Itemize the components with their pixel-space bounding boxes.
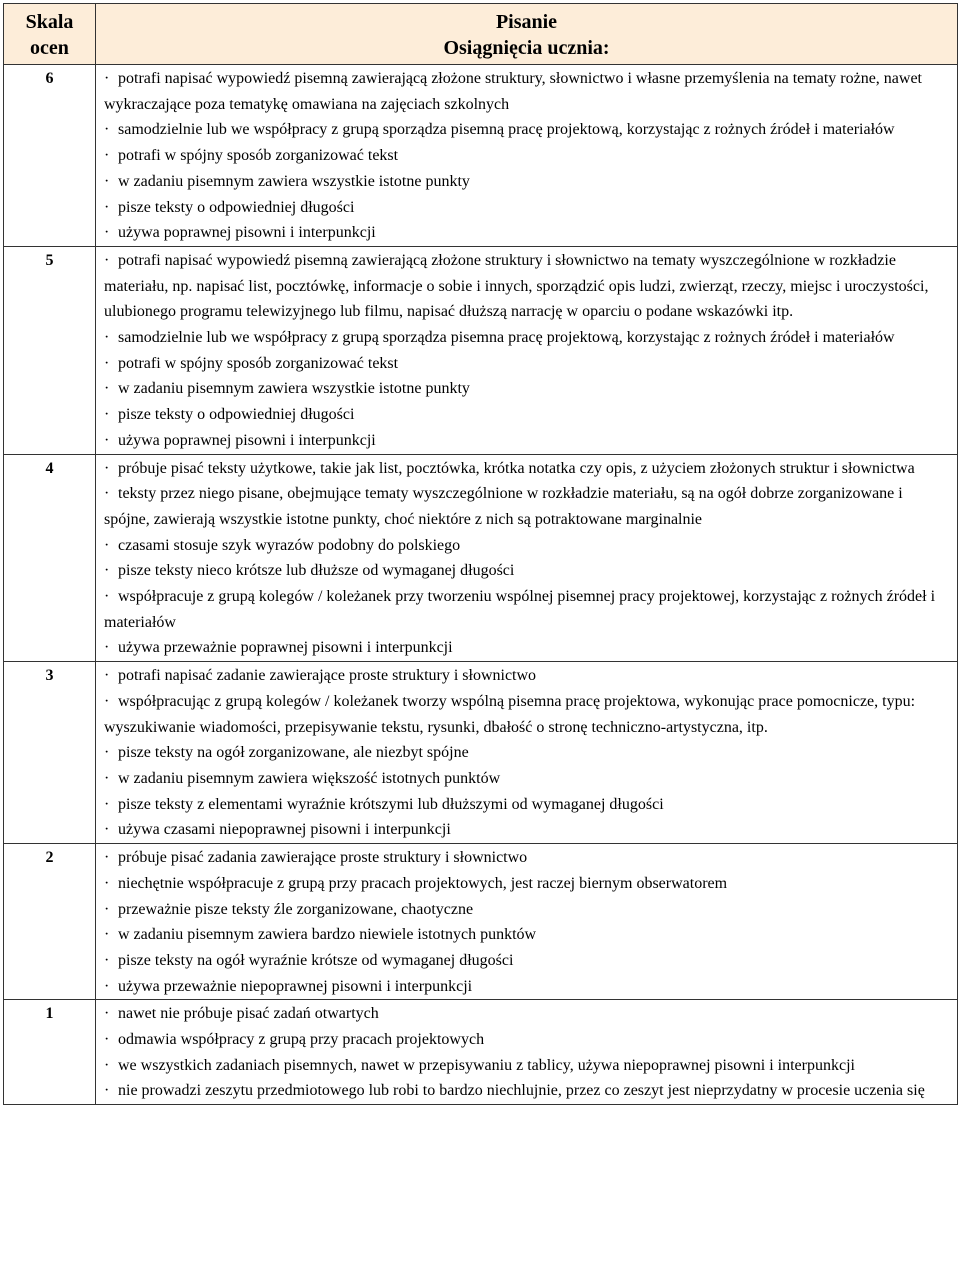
scale-header-line1: Skala <box>25 11 74 33</box>
bullet-icon: · <box>104 926 110 944</box>
achievement-text: samodzielnie lub we współpracy z grupą sporządza pisemna pracę projektową, korzystając z rożnych źródeł i materiałów <box>118 329 895 347</box>
achievement-item <box>104 195 949 221</box>
achievement-item <box>104 325 949 351</box>
achievement-item <box>104 533 949 559</box>
scale-header <box>4 4 96 65</box>
achievement-item <box>104 766 949 792</box>
grade-row-6 <box>4 65 958 247</box>
bullet-icon: · <box>104 354 110 372</box>
grade-description <box>96 454 958 662</box>
bullet-icon: · <box>104 485 110 503</box>
grade-row-4 <box>4 454 958 662</box>
achievement-item <box>104 1053 949 1079</box>
achievement-item <box>104 871 949 897</box>
achievement-item <box>104 845 949 871</box>
bullet-icon: · <box>104 172 110 190</box>
achievement-text: odmawia współpracy z grupą przy pracach projektowych <box>118 1031 485 1049</box>
achievement-item <box>104 1027 949 1053</box>
grade-row-3 <box>4 662 958 844</box>
bullet-icon: · <box>104 951 110 969</box>
achievement-text: teksty przez niego pisane, obejmujące tematy wyszczególnione w rozkładzie materiału, są na ogół dobrze zorganizowane i spójne, zawierają wszystkie istotne punkty, choć niektóre z nich są potraktowane marginalnie <box>104 485 903 528</box>
grade-value: 2 <box>4 844 96 1000</box>
grade-rows <box>4 65 958 1105</box>
achievement-item <box>104 897 949 923</box>
bullet-icon: · <box>104 459 110 477</box>
achievement-text: potrafi napisać wypowiedź pisemną zawierającą złożone struktury, słownictwo i własne przemyślenia na tematy rożne, nawet wykraczające poza tematykę omawiana na zajęciach szkolnych <box>104 70 922 113</box>
achievement-item <box>104 117 949 143</box>
achievement-text: we wszystkich zadaniach pisemnych, nawet w przepisywaniu z tablicy, używa niepoprawnej pisowni i interpunkcji <box>118 1056 855 1074</box>
bullet-icon: · <box>104 121 110 139</box>
bullet-icon: · <box>104 1056 110 1074</box>
achievement-text: w zadaniu pisemnym zawiera wszystkie istotne punkty <box>118 380 470 398</box>
bullet-icon: · <box>104 769 110 787</box>
achievement-text: przeważnie pisze teksty źle zorganizowane, chaotyczne <box>118 900 474 918</box>
grade-value: 4 <box>4 454 96 662</box>
achievement-item <box>104 922 949 948</box>
achievement-item <box>104 169 949 195</box>
bullet-icon: · <box>104 795 110 813</box>
bullet-icon: · <box>104 536 110 554</box>
achievement-item <box>104 817 949 843</box>
bullet-icon: · <box>104 562 110 580</box>
achievement-item <box>104 248 949 325</box>
grade-description <box>96 246 958 454</box>
scale-header-line2: ocen <box>30 37 69 59</box>
bullet-icon: · <box>104 874 110 892</box>
achievement-item <box>104 948 949 974</box>
achievement-item <box>104 351 949 377</box>
grade-value: 3 <box>4 662 96 844</box>
bullet-icon: · <box>104 1005 110 1023</box>
grade-description <box>96 844 958 1000</box>
bullet-icon: · <box>104 667 110 685</box>
achievement-item <box>104 428 949 454</box>
achievement-item <box>104 689 949 740</box>
achievement-item <box>104 402 949 428</box>
achievement-text: współpracując z grupą kolegów / koleżanek tworzy wspólną pisemna pracę projektowa, wykonując prace pomocnicze, typu: wyszukiwanie wiadomości, przepisywanie tekstu, rysunki, dbałość o stronę techniczno-artystyczna, itp. <box>104 692 916 736</box>
achievement-text: próbuje pisać teksty użytkowe, takie jak list, pocztówka, krótka notatka czy opis, z użyciem złożonych struktur i słownictwa <box>118 459 915 477</box>
bullet-icon: · <box>104 431 110 449</box>
achievement-item <box>104 143 949 169</box>
achievement-text: potrafi w spójny sposób zorganizować tekst <box>118 147 399 165</box>
achievement-item <box>104 1078 949 1104</box>
achievement-item <box>104 66 949 117</box>
bullet-icon: · <box>104 198 110 216</box>
achievement-item <box>104 220 949 246</box>
grade-row-5 <box>4 246 958 454</box>
achievement-text: niechętnie współpracuje z grupą przy pracach projektowych, jest raczej biernym obserwatorem <box>118 874 728 892</box>
grade-value: 5 <box>4 246 96 454</box>
achievement-text: używa przeważnie poprawnej pisowni i interpunkcji <box>118 639 453 657</box>
achievement-text: współpracuje z grupą kolegów / koleżanek przy tworzeniu wspólnej pisemnej pracy projektowej, korzystając z rożnych źródeł i materiałów <box>104 588 936 631</box>
achievement-text: w zadaniu pisemnym zawiera większość istotnych punktów <box>118 769 501 787</box>
bullet-icon: · <box>104 147 110 165</box>
achievement-item <box>104 376 949 402</box>
achievement-text: używa poprawnej pisowni i interpunkcji <box>118 224 376 242</box>
achievement-item <box>104 558 949 584</box>
grade-value: 1 <box>4 1000 96 1105</box>
achievement-text: potrafi napisać wypowiedź pisemną zawierającą złożone struktury i słownictwo na tematy wyszczególnione w rozkładzie materiału, np. napisać list, pocztówkę, informacje o sobie i innych, sporządzić opis ludzi, zwierząt, rzeczy, miejsc i uroczystości, ulubionego programu telewizyjnego lub filmu, napisać dłuższą narrację w oparciu o podane wskazówki itp. <box>104 251 929 321</box>
bullet-icon: · <box>104 251 110 269</box>
achievement-text: pisze teksty z elementami wyraźnie krótszymi lub dłuższymi od wymaganej długości <box>118 795 664 813</box>
grade-value: 6 <box>4 65 96 247</box>
bullet-icon: · <box>104 744 110 762</box>
title-line1: Pisanie <box>495 11 558 33</box>
achievement-text: w zadaniu pisemnym zawiera wszystkie istotne punkty <box>118 172 470 190</box>
achievement-item <box>104 635 949 661</box>
achievement-text: używa przeważnie niepoprawnej pisowni i interpunkcji <box>118 977 473 995</box>
achievement-item <box>104 456 949 482</box>
achievement-item <box>104 792 949 818</box>
bullet-icon: · <box>104 1031 110 1049</box>
achievement-text: pisze teksty na ogół wyraźnie krótsze od wymaganej długości <box>118 951 514 969</box>
achievement-text: potrafi w spójny sposób zorganizować tekst <box>118 354 399 372</box>
achievement-text: pisze teksty nieco krótsze lub dłuższe od wymaganej długości <box>118 562 515 580</box>
grade-row-2 <box>4 844 958 1000</box>
achievement-text: używa czasami niepoprawnej pisowni i interpunkcji <box>118 821 451 839</box>
achievement-text: w zadaniu pisemnym zawiera bardzo niewiele istotnych punktów <box>118 926 537 944</box>
bullet-icon: · <box>104 849 110 867</box>
achievement-text: próbuje pisać zadania zawierające proste struktury i słownictwo <box>118 849 528 867</box>
grade-description <box>96 662 958 844</box>
bullet-icon: · <box>104 900 110 918</box>
bullet-icon: · <box>104 224 110 242</box>
title-line2: Osiągnięcia ucznia: <box>443 37 610 59</box>
achievement-text: używa poprawnej pisowni i interpunkcji <box>118 431 376 449</box>
bullet-icon: · <box>104 821 110 839</box>
achievement-item <box>104 740 949 766</box>
bullet-icon: · <box>104 977 110 995</box>
grade-row-1 <box>4 1000 958 1105</box>
achievement-item <box>104 1001 949 1027</box>
bullet-icon: · <box>104 692 110 710</box>
bullet-icon: · <box>104 70 110 87</box>
achievement-text: samodzielnie lub we współpracy z grupą sporządza pisemną pracę projektową, korzystając z rożnych źródeł i materiałów <box>118 121 895 139</box>
achievement-text: nawet nie próbuje pisać zadań otwartych <box>118 1005 379 1023</box>
grade-description <box>96 65 958 247</box>
achievement-text: nie prowadzi zeszytu przedmiotowego lub robi to bardzo niechlujnie, przez co zeszyt jest nieprzydatny w procesie uczenia się <box>118 1082 925 1100</box>
bullet-icon: · <box>104 639 110 657</box>
achievement-text: pisze teksty o odpowiedniej długości <box>118 406 355 424</box>
bullet-icon: · <box>104 1082 110 1100</box>
achievement-text: potrafi napisać zadanie zawierające proste struktury i słownictwo <box>118 667 537 685</box>
achievement-item <box>104 481 949 532</box>
header-row <box>4 4 958 65</box>
grading-table <box>3 3 958 1105</box>
achievement-text: pisze teksty o odpowiedniej długości <box>118 198 355 216</box>
achievement-text: czasami stosuje szyk wyrazów podobny do polskiego <box>118 536 461 554</box>
bullet-icon: · <box>104 406 110 424</box>
achievement-item <box>104 584 949 635</box>
bullet-icon: · <box>104 588 110 606</box>
achievement-text: pisze teksty na ogół zorganizowane, ale niezbyt spójne <box>118 744 469 762</box>
bullet-icon: · <box>104 329 110 347</box>
achievements-header <box>96 4 958 65</box>
grade-description <box>96 1000 958 1105</box>
achievement-item <box>104 974 949 1000</box>
achievement-item <box>104 663 949 689</box>
bullet-icon: · <box>104 380 110 398</box>
